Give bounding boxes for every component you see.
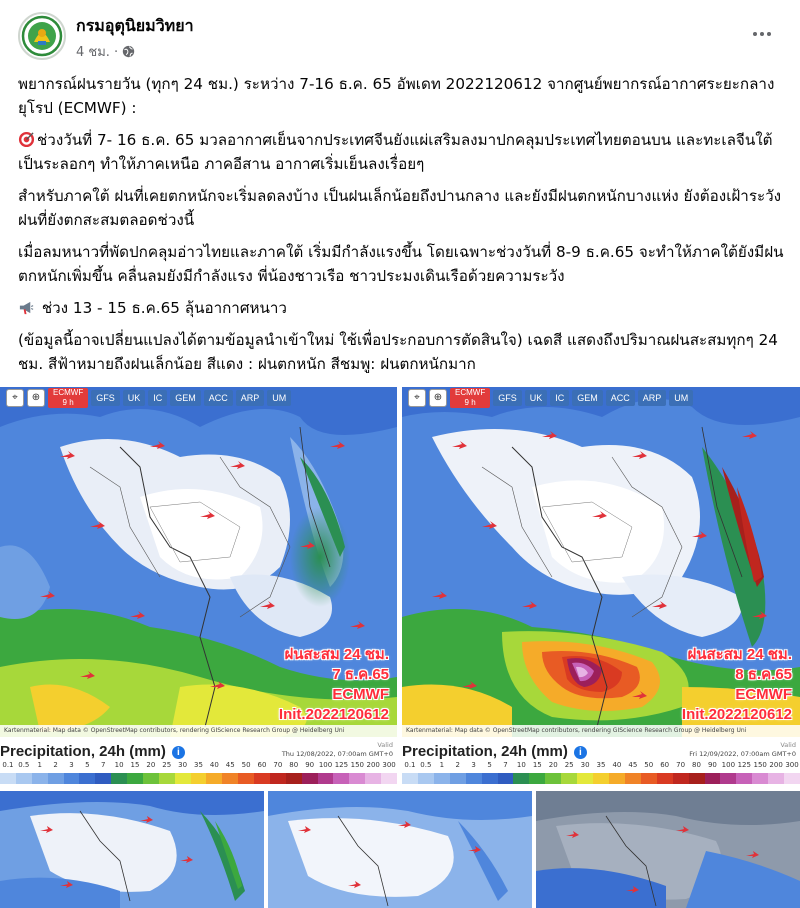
map-toolbar-left [0, 387, 291, 409]
legend-color-swatch [609, 773, 625, 784]
legend-tick-label: 150 [753, 761, 767, 769]
legend-tick-label: 100 [318, 761, 333, 769]
legend-color-swatch [349, 773, 365, 784]
legend-tick-label: 30 [178, 761, 188, 769]
legend-color-swatch [513, 773, 529, 784]
legend-color-swatch [159, 773, 175, 784]
legend-color-swatch [657, 773, 673, 784]
legend-color-swatch [111, 773, 127, 784]
legend-tick-label: 70 [273, 761, 283, 769]
legend-color-swatch [784, 773, 800, 784]
legend-color-swatch [143, 773, 159, 784]
legend-tick-label: 35 [596, 761, 606, 769]
legend-color-swatch [191, 773, 207, 784]
legend-tick-label: 0.5 [420, 761, 432, 769]
legend-tick-label: 25 [564, 761, 574, 769]
legend-tick-label: 200 [366, 761, 380, 769]
post-image-grid[interactable] [0, 387, 800, 908]
legend-color-swatch [238, 773, 254, 784]
zoom-icon[interactable]: ⊕ [429, 389, 447, 407]
model-ic-button[interactable]: IC [550, 390, 569, 406]
zoom-icon[interactable]: ⊕ [27, 389, 45, 407]
legend-color-swatch [48, 773, 64, 784]
legend-tick-label: 10 [516, 761, 526, 769]
legend-color-swatch [561, 773, 577, 784]
legend-left-colorbar [0, 773, 397, 784]
location-pin-icon[interactable]: ⌖ [6, 389, 24, 407]
legend-tick-label: 3 [69, 761, 74, 769]
legend-tick-label: 0.5 [18, 761, 30, 769]
bottom-map-3[interactable] [536, 791, 800, 908]
page-avatar[interactable] [18, 12, 66, 60]
legend-tick-label: 20 [146, 761, 156, 769]
legend-color-swatch [302, 773, 318, 784]
thumb-map-3 [536, 791, 800, 908]
legend-color-swatch [720, 773, 736, 784]
legend-color-swatch [32, 773, 48, 784]
legend-tick-label: 45 [628, 761, 638, 769]
legend-color-swatch [206, 773, 222, 784]
model-gfs-button[interactable]: GFS [493, 390, 522, 406]
model-gfs-button[interactable]: GFS [91, 390, 120, 406]
model-ecmwf-button[interactable] [450, 388, 490, 408]
legend-tick-label: 60 [660, 761, 670, 769]
legend-tick-label: 40 [209, 761, 219, 769]
bottom-map-1[interactable] [0, 791, 264, 908]
model-um-button[interactable]: UM [669, 390, 693, 406]
legend-title-text: Precipitation, 24h (mm) [0, 743, 166, 760]
info-icon[interactable]: i [172, 746, 185, 759]
post-paragraph-cold [18, 296, 788, 320]
post-text [18, 72, 788, 384]
bottom-map-2[interactable] [268, 791, 532, 908]
legend-color-swatch [545, 773, 561, 784]
legend-tick-label: 60 [257, 761, 267, 769]
model-arp-button[interactable]: ARP [236, 390, 265, 406]
legend-tick-label: 90 [305, 761, 315, 769]
legend-tick-label: 7 [503, 761, 508, 769]
legend-color-swatch [736, 773, 752, 784]
legend-color-swatch [768, 773, 784, 784]
post-paragraph-south: สำหรับภาคใต้ ฝนที่เคยตกหนักจะเริ่มลดลงบ้าง เป็นฝนเล็กน้อยถึงปานกลาง และยังมีฝนตกหนักบางแห่ง ยังต้องเฝ้าระวังฝนที่ยังตกสะสมตลอดช่วงนี้ [18, 187, 782, 229]
legend-color-swatch [434, 773, 450, 784]
map-toolbar-right [402, 387, 693, 409]
legend-color-swatch [482, 773, 498, 784]
forecast-map-dec8[interactable] [402, 387, 800, 737]
legend-color-swatch [254, 773, 270, 784]
megaphone-icon [18, 299, 35, 316]
legend-tick-label: 3 [471, 761, 476, 769]
legend-right [402, 739, 800, 789]
model-arp-button[interactable]: ARP [638, 390, 667, 406]
legend-tick-label: 90 [707, 761, 717, 769]
thumb-map-2 [268, 791, 532, 908]
model-ecmwf-sublabel: 9 h [62, 398, 74, 407]
legend-tick-label: 10 [114, 761, 124, 769]
legend-right-valid [689, 741, 796, 759]
legend-color-swatch [641, 773, 657, 784]
legend-color-swatch [16, 773, 32, 784]
legend-tick-label: 2 [455, 761, 460, 769]
legend-color-swatch [381, 773, 397, 784]
legend-color-swatch [593, 773, 609, 784]
legend-color-swatch [625, 773, 641, 784]
legend-left-ticks [0, 761, 397, 771]
legend-tick-label: 125 [334, 761, 349, 769]
legend-tick-label: 150 [350, 761, 364, 769]
legend-color-swatch [175, 773, 191, 784]
forecast-map-dec7[interactable] [0, 387, 397, 737]
model-uk-button[interactable]: UK [123, 390, 146, 406]
legend-right-valid-label: Valid [780, 741, 796, 749]
legend-tick-label: 45 [225, 761, 235, 769]
map-left-label-init: Init.2022120612 [278, 706, 389, 723]
legend-tick-label: 7 [100, 761, 106, 769]
legend-tick-label: 15 [130, 761, 140, 769]
legend-right-title [402, 743, 587, 760]
model-gem-button[interactable]: GEM [170, 390, 201, 406]
legend-color-swatch [450, 773, 466, 784]
meta-separator: · [113, 45, 119, 60]
model-ecmwf-label: ECMWF [53, 388, 84, 397]
legend-color-swatch [418, 773, 434, 784]
target-icon [18, 131, 35, 148]
map-right-label-title: ฝนสะสม 24 ชม. [687, 646, 792, 663]
legend-tick-label: 80 [289, 761, 299, 769]
legend-color-swatch [270, 773, 286, 784]
legend-tick-label: 80 [692, 761, 701, 769]
post-meta [76, 41, 135, 62]
cold-air-text: ช่วงวันที่ 7- 16 ธ.ค. 65 มวลอากาศเย็นจากประเทศจีนยังแผ่เสริมลงมาปกคลุมประเทศไทยตอนบน และทะเลจีนใต้เป็นระลอกๆ ทำให้ภาคเหนือ ภาคอีสาน อากาศเริ่มเย็นลงเรื่อยๆ [18, 131, 773, 173]
map-left-label-title: ฝนสะสม 24 ชม. [284, 646, 389, 663]
legend-title-text: Precipitation, 24h (mm) [402, 743, 568, 760]
model-uk-button[interactable]: UK [525, 390, 548, 406]
post-paragraph-monsoon: เมื่อลมหนาวที่พัดปกคลุมอ่าวไทยและภาคใต้ เริ่มมีกำลังแรงขึ้น โดยเฉพาะช่วงวันที่ 8-9 ธ.ค.65 จะทำให้ภาคใต้ยังมีฝนตกหนักเพิ่มขึ้น คลื่นลมยังมีกำลังแรง พี่น้องชาวเรือ ชาวประมงเดินเรือด้วยความระวัง [18, 243, 784, 285]
cold-text: ช่วง 13 - 15 ธ.ค.65 ลุ้นอากาศหนาว [37, 299, 287, 317]
legend-tick-label: 50 [241, 761, 251, 769]
map-right-label-init: Init.2022120612 [681, 706, 792, 723]
legend-color-swatch [79, 773, 95, 784]
legend-color-swatch [673, 773, 689, 784]
legend-tick-label: 40 [612, 761, 622, 769]
more-horizontal-icon [750, 22, 774, 46]
map-right-label-date: 8 ธ.ค.65 [735, 666, 792, 683]
legend-tick-label: 100 [721, 761, 736, 769]
legend-left-title [0, 743, 185, 760]
legend-color-swatch [529, 773, 545, 784]
legend-tick-label: 5 [487, 761, 492, 769]
model-acc-button[interactable]: ACC [204, 390, 233, 406]
legend-tick-label: 25 [162, 761, 172, 769]
post-paragraph-cold-air [18, 128, 788, 176]
map-right-attribution: Kartenmaterial: Map data © OpenStreetMap contributors, rendering GIScience Research Group @ Heidelberg Uni [402, 725, 800, 737]
tmd-logo-icon [20, 14, 64, 58]
legend-tick-label: 0.1 [404, 761, 416, 769]
legend-color-swatch [689, 773, 705, 784]
legend-left [0, 739, 397, 789]
legend-tick-label: 2 [53, 761, 58, 769]
post-header [0, 0, 800, 70]
legend-tick-label: 300 [785, 761, 799, 769]
map-right-overlay [682, 645, 792, 725]
map-right-label-model: ECMWF [735, 686, 792, 703]
post-time[interactable]: 4 ชม. [76, 45, 110, 60]
model-um-button[interactable]: UM [267, 390, 291, 406]
map-left-overlay [279, 645, 389, 725]
legend-tick-label: 300 [382, 761, 396, 769]
model-ecmwf-label: ECMWF [455, 388, 486, 397]
legend-tick-label: 200 [769, 761, 783, 769]
legend-color-swatch [466, 773, 482, 784]
legend-left-valid [282, 741, 393, 759]
legend-color-swatch [318, 773, 334, 784]
model-ecmwf-button[interactable] [48, 388, 88, 408]
legend-right-valid-time: Fri 12/09/2022, 07:00am GMT+0 [689, 750, 796, 758]
legend-tick-label: 5 [85, 761, 90, 769]
legend-right-colorbar [402, 773, 800, 784]
legend-tick-label: 15 [532, 761, 542, 769]
map-left-attribution: Kartenmaterial: Map data © OpenStreetMap contributors, rendering GIScience Research Group @ Heidelberg Uni [0, 725, 397, 737]
legend-color-swatch [705, 773, 721, 784]
legend-tick-label: 1 [439, 761, 445, 769]
legend-color-swatch [222, 773, 238, 784]
legend-color-swatch [752, 773, 768, 784]
legend-color-swatch [498, 773, 514, 784]
legend-color-swatch [64, 773, 80, 784]
legend-tick-label: 70 [676, 761, 686, 769]
legend-tick-label: 30 [580, 761, 590, 769]
legend-color-swatch [286, 773, 302, 784]
model-ic-button[interactable]: IC [148, 390, 167, 406]
legend-color-swatch [95, 773, 111, 784]
map-left-label-date: 7 ธ.ค.65 [332, 666, 389, 683]
legend-left-valid-label: Valid [377, 741, 393, 749]
legend-right-ticks [402, 761, 800, 771]
legend-left-valid-time: Thu 12/08/2022, 07:00am GMT+0 [281, 750, 393, 758]
map-left-label-model: ECMWF [332, 686, 389, 703]
model-acc-button[interactable]: ACC [606, 390, 635, 406]
thumb-map-1 [0, 791, 264, 908]
globe-icon[interactable] [122, 45, 135, 58]
post-paragraph-disclaimer: (ข้อมูลนี้อาจเปลี่ยนแปลงได้ตามข้อมูลนำเข้าใหม่ ใช้เพื่อประกอบการตัดสินใจ) เฉดสี แสดงถึงปริมาณฝนสะสมทุกๆ 24 ชม. สีฟ้าหมายถึงฝนเล็กน้อย สีแดง : ฝนตกหนัก สีชมพู: ฝนตกหนักมาก [18, 331, 778, 373]
page-name[interactable]: กรมอุตุนิยมวิทยา [76, 16, 194, 35]
legend-tick-label: 125 [737, 761, 751, 769]
legend-color-swatch [127, 773, 143, 784]
model-ecmwf-sublabel: 9 h [464, 398, 476, 407]
legend-tick-label: 20 [548, 761, 558, 769]
more-options-button[interactable] [750, 22, 774, 46]
info-icon[interactable]: i [574, 746, 587, 759]
legend-tick-label: 0.1 [2, 761, 14, 769]
legend-color-swatch [577, 773, 593, 784]
legend-color-swatch [402, 773, 418, 784]
location-pin-icon[interactable]: ⌖ [408, 389, 426, 407]
model-gem-button[interactable]: GEM [572, 390, 603, 406]
legend-color-swatch [0, 773, 16, 784]
post-paragraph-intro: พยากรณ์ฝนรายวัน (ทุกๆ 24 ชม.) ระหว่าง 7-16 ธ.ค. 65 อัพเดท 2022120612 จากศูนย์พยากรณ์อากาศระยะกลางยุโรป (ECMWF) : [18, 75, 775, 117]
legend-tick-label: 50 [644, 761, 654, 769]
legend-tick-label: 1 [37, 761, 42, 769]
legend-tick-label: 35 [194, 761, 203, 769]
legend-color-swatch [365, 773, 381, 784]
legend-color-swatch [333, 773, 349, 784]
